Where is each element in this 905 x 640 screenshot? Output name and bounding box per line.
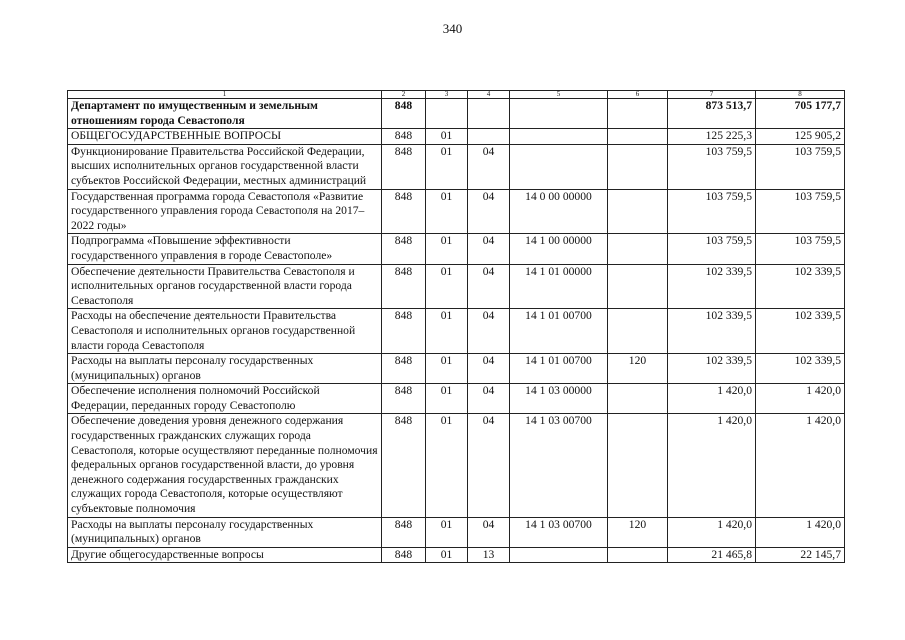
table-row — [68, 189, 845, 234]
table-row — [68, 384, 845, 414]
amount-year-2: 103 759,5 — [756, 144, 845, 189]
item-name: Государственная программа города Севастополя «Развитие государственного управления города Севастополя на 2017–2022 годы» — [68, 189, 382, 234]
table-row — [68, 414, 845, 517]
column-number: 6 — [608, 91, 668, 99]
target-article-code — [510, 129, 608, 145]
column-number: 8 — [756, 91, 845, 99]
target-article-code — [510, 144, 608, 189]
item-name: Расходы на обеспечение деятельности Правительства Севастополя и исполнительных органов государственной власти города Севастополя — [68, 309, 382, 354]
item-name: Департамент по имущественным и земельным отношениям города Севастополя — [68, 99, 382, 129]
subsection-code — [468, 129, 510, 145]
section-code: 01 — [426, 264, 468, 309]
item-name: Обеспечение исполнения полномочий Российской Федерации, переданных городу Севастополю — [68, 384, 382, 414]
expense-type-code — [608, 414, 668, 517]
amount-year-1: 103 759,5 — [668, 189, 756, 234]
amount-year-2: 1 420,0 — [756, 517, 845, 547]
item-name: Другие общегосударственные вопросы — [68, 547, 382, 563]
subsection-code: 04 — [468, 234, 510, 264]
amount-year-1: 102 339,5 — [668, 354, 756, 384]
section-code: 01 — [426, 517, 468, 547]
ministry-code: 848 — [382, 99, 426, 129]
section-code: 01 — [426, 414, 468, 517]
section-code: 01 — [426, 189, 468, 234]
table-row — [68, 547, 845, 563]
target-article-code — [510, 547, 608, 563]
subsection-code: 04 — [468, 517, 510, 547]
ministry-code: 848 — [382, 234, 426, 264]
expense-type-code — [608, 547, 668, 563]
amount-year-2: 1 420,0 — [756, 414, 845, 517]
item-name: ОБЩЕГОСУДАРСТВЕННЫЕ ВОПРОСЫ — [68, 129, 382, 145]
section-code: 01 — [426, 354, 468, 384]
section-code: 01 — [426, 547, 468, 563]
subsection-code: 04 — [468, 384, 510, 414]
table-row — [68, 234, 845, 264]
amount-year-2: 705 177,7 — [756, 99, 845, 129]
column-number: 4 — [468, 91, 510, 99]
table-row — [68, 144, 845, 189]
budget-table — [67, 90, 845, 563]
target-article-code — [510, 99, 608, 129]
target-article-code: 14 0 00 00000 — [510, 189, 608, 234]
amount-year-2: 102 339,5 — [756, 309, 845, 354]
ministry-code: 848 — [382, 144, 426, 189]
ministry-code: 848 — [382, 414, 426, 517]
section-code: 01 — [426, 129, 468, 145]
section-code — [426, 99, 468, 129]
item-name: Обеспечение доведения уровня денежного содержания государственных гражданских служащих города Севастополя, которые осуществляют переданные полномочия федеральных органов государственной власти, до уровня денежного содержания государственных гражданских служащих города Севастополя, которые осуществляют субъектовые полномочия — [68, 414, 382, 517]
section-code: 01 — [426, 384, 468, 414]
amount-year-1: 103 759,5 — [668, 234, 756, 264]
expense-type-code — [608, 144, 668, 189]
ministry-code: 848 — [382, 384, 426, 414]
target-article-code: 14 1 01 00700 — [510, 309, 608, 354]
amount-year-2: 102 339,5 — [756, 354, 845, 384]
amount-year-1: 1 420,0 — [668, 414, 756, 517]
expense-type-code — [608, 189, 668, 234]
target-article-code: 14 1 03 00700 — [510, 414, 608, 517]
target-article-code: 14 1 03 00700 — [510, 517, 608, 547]
subsection-code: 04 — [468, 414, 510, 517]
ministry-code: 848 — [382, 547, 426, 563]
subsection-code: 04 — [468, 189, 510, 234]
column-number: 2 — [382, 91, 426, 99]
column-number: 5 — [510, 91, 608, 99]
amount-year-1: 102 339,5 — [668, 309, 756, 354]
expense-type-code — [608, 99, 668, 129]
item-name: Расходы на выплаты персоналу государственных (муниципальных) органов — [68, 517, 382, 547]
section-code: 01 — [426, 234, 468, 264]
target-article-code: 14 1 01 00000 — [510, 264, 608, 309]
amount-year-2: 103 759,5 — [756, 234, 845, 264]
amount-year-1: 103 759,5 — [668, 144, 756, 189]
amount-year-1: 1 420,0 — [668, 517, 756, 547]
amount-year-1: 1 420,0 — [668, 384, 756, 414]
table-row — [68, 99, 845, 129]
amount-year-2: 103 759,5 — [756, 189, 845, 234]
subsection-code: 04 — [468, 309, 510, 354]
column-number: 3 — [426, 91, 468, 99]
target-article-code: 14 1 03 00000 — [510, 384, 608, 414]
amount-year-2: 1 420,0 — [756, 384, 845, 414]
ministry-code: 848 — [382, 354, 426, 384]
table-row — [68, 129, 845, 145]
item-name: Функционирование Правительства Российской Федерации, высших исполнительных органов государственной власти субъектов Российской Федерации, местных администраций — [68, 144, 382, 189]
column-number-row — [68, 91, 845, 99]
amount-year-2: 22 145,7 — [756, 547, 845, 563]
item-name: Расходы на выплаты персоналу государственных (муниципальных) органов — [68, 354, 382, 384]
subsection-code: 04 — [468, 264, 510, 309]
amount-year-1: 873 513,7 — [668, 99, 756, 129]
amount-year-1: 125 225,3 — [668, 129, 756, 145]
subsection-code: 13 — [468, 547, 510, 563]
expense-type-code — [608, 384, 668, 414]
target-article-code: 14 1 00 00000 — [510, 234, 608, 264]
section-code: 01 — [426, 309, 468, 354]
amount-year-1: 102 339,5 — [668, 264, 756, 309]
subsection-code: 04 — [468, 354, 510, 384]
expense-type-code — [608, 234, 668, 264]
expense-type-code — [608, 129, 668, 145]
ministry-code: 848 — [382, 309, 426, 354]
ministry-code: 848 — [382, 189, 426, 234]
item-name: Подпрограмма «Повышение эффективности государственного управления в городе Севастополе» — [68, 234, 382, 264]
page-number: 340 — [442, 21, 463, 36]
column-number: 1 — [68, 91, 382, 99]
subsection-code — [468, 99, 510, 129]
ministry-code: 848 — [382, 517, 426, 547]
subsection-code: 04 — [468, 144, 510, 189]
expense-type-code — [608, 309, 668, 354]
ministry-code: 848 — [382, 129, 426, 145]
expense-type-code: 120 — [608, 517, 668, 547]
table-row — [68, 517, 845, 547]
target-article-code: 14 1 01 00700 — [510, 354, 608, 384]
expense-type-code — [608, 264, 668, 309]
item-name: Обеспечение деятельности Правительства Севастополя и исполнительных органов государственной власти города Севастополя — [68, 264, 382, 309]
table-row — [68, 309, 845, 354]
amount-year-2: 125 905,2 — [756, 129, 845, 145]
section-code: 01 — [426, 144, 468, 189]
table-row — [68, 354, 845, 384]
ministry-code: 848 — [382, 264, 426, 309]
amount-year-1: 21 465,8 — [668, 547, 756, 563]
table-body — [68, 99, 845, 563]
table-row — [68, 264, 845, 309]
column-number: 7 — [668, 91, 756, 99]
expense-type-code: 120 — [608, 354, 668, 384]
amount-year-2: 102 339,5 — [756, 264, 845, 309]
